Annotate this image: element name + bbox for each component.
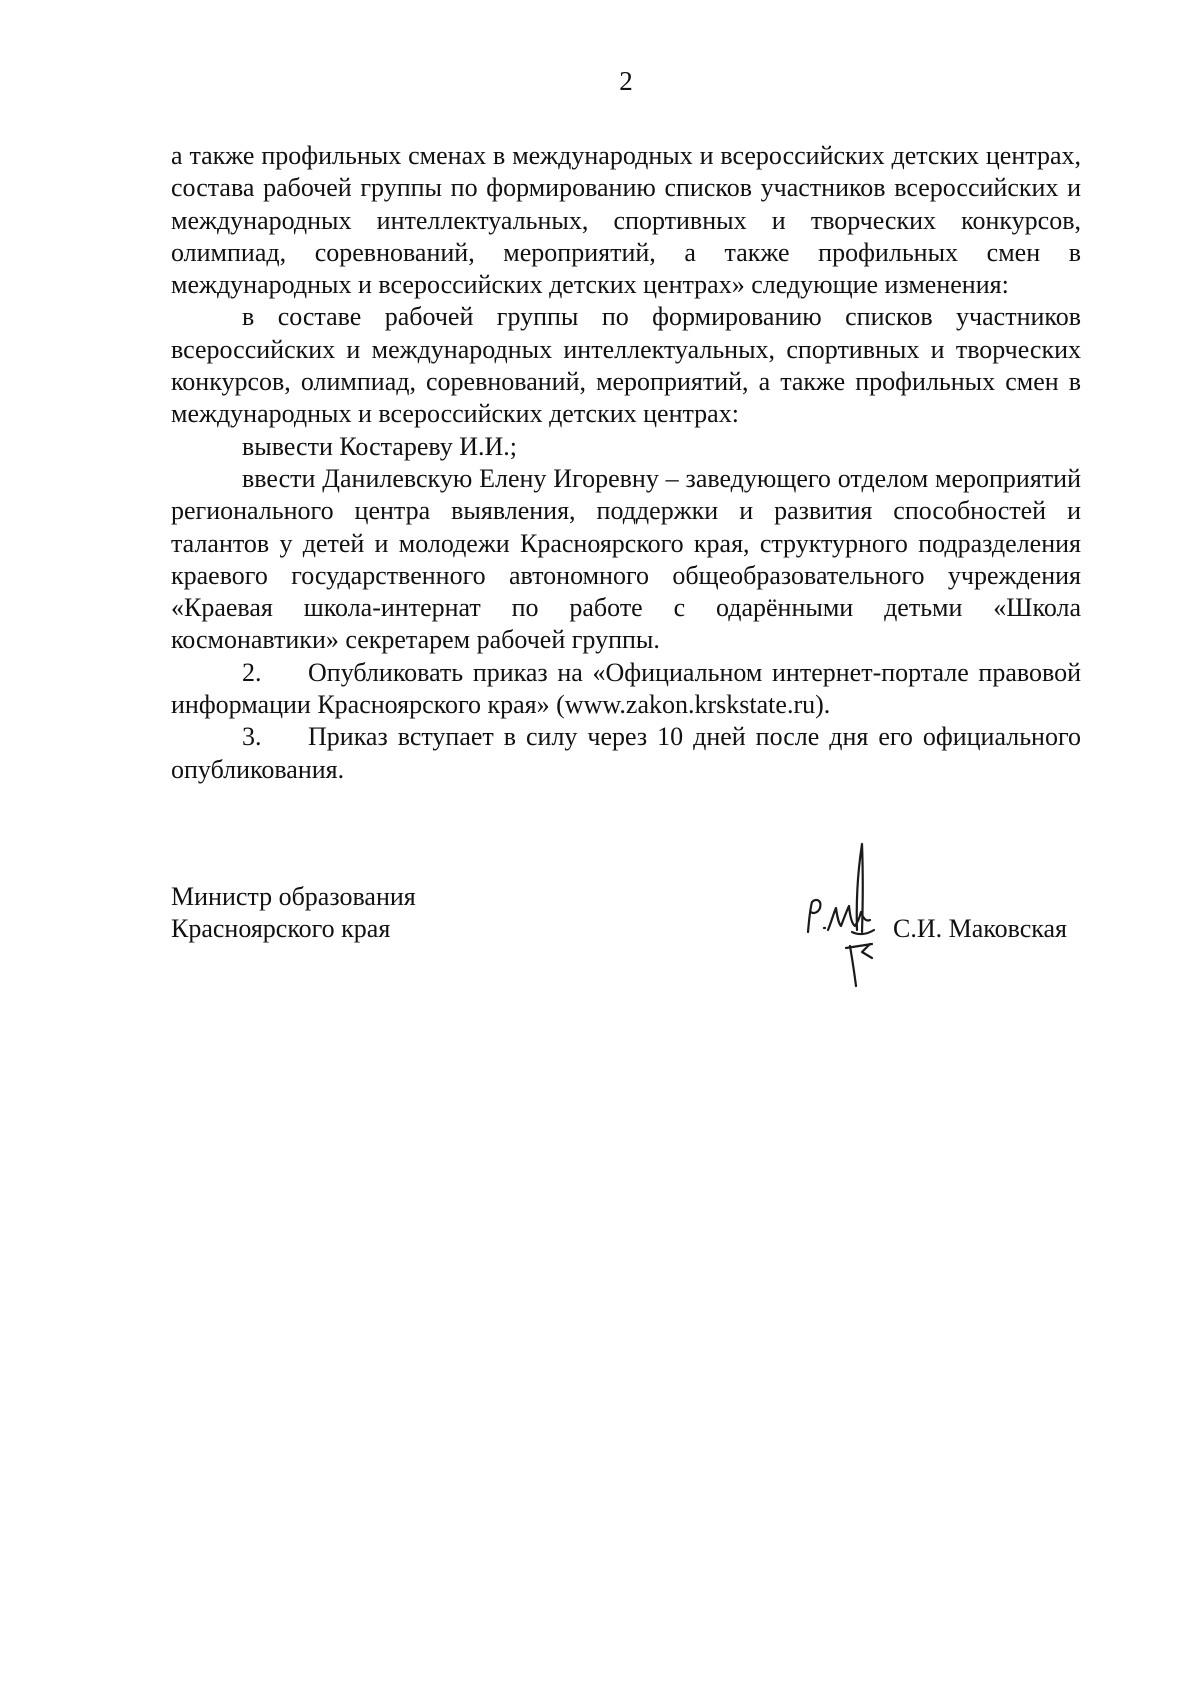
signatory-name: С.И. Маковская xyxy=(893,914,1067,943)
signatory-position xyxy=(171,881,416,945)
position-line: Министр образования xyxy=(171,882,416,911)
list-item-number: 3. xyxy=(242,722,262,752)
paragraph-add-member: ввести Данилевскую Елену Игоревну – заведующего отделом мероприятий регионального центра выявления, поддержки и развития способностей и талантов у детей и молодежи Красноярского края, структурного подразделения краевого государственного автономного общеобразовательного учреждения «Краевая школа-интернат по работе с одарёнными детьми «Школа космонавтики» секретарем рабочей группы. xyxy=(171,463,1081,655)
paragraph-intro: а также профильных сменах в международных и всероссийских детских центрах, состава рабочей группы по формированию списков участников всероссийских и международных интеллектуальных, спортивных и творческих конкурсов, олимпиад, соревнований, мероприятий, а также профильных смен в международных и всероссийских детских центрах» следующие изменения: xyxy=(171,141,1081,300)
list-item-publish xyxy=(171,657,1081,722)
paragraph-remove-member: вывести Костареву И.И.; xyxy=(242,431,518,461)
position-line: Красноярского края xyxy=(171,914,391,943)
document-body xyxy=(171,140,1081,786)
list-item-number: 2. xyxy=(242,657,262,687)
list-item-text: Опубликовать приказ на «Официальном интернет-портале правовой информации Красноярского края» (www.zakon.krskstate.ru). xyxy=(171,657,1081,720)
handwritten-signature xyxy=(800,840,900,990)
page-number: 2 xyxy=(619,66,633,96)
list-item-text: Приказ вступает в силу через 10 дней после дня его официального опубликования. xyxy=(171,722,1081,784)
list-item-effective xyxy=(171,721,1081,786)
paragraph-composition: в составе рабочей группы по формированию списков участников всероссийских и международных интеллектуальных, спортивных и творческих конкурсов, олимпиад, соревнований, мероприятий, а также профильных смен в международных и всероссийских детских центрах: xyxy=(171,302,1081,429)
